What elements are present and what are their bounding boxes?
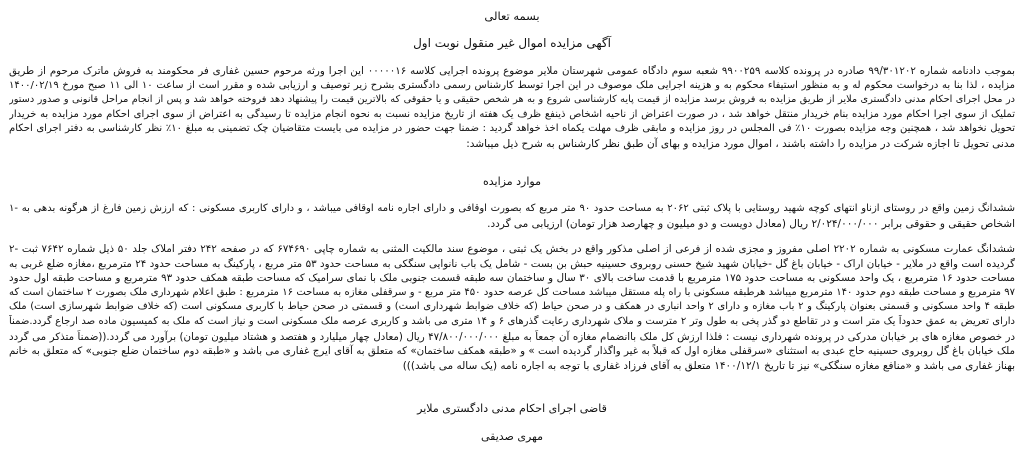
intro-line: بموجب دادنامه شماره ۹۹/۳۰۱۲۰۲ صادره در پرونده کلاسه ۹۹۰۰۲۵۹ شعبه سوم دادگاه عمومی شهرستان ملایر موضوع پرونده اجرایی کلاسه ۰۰۰۰۰۱۶ این اجرا ورثه مرحوم حسین غفاری فر محکومند به فروش ماترک مرحوم از طریق [9,65,1015,77]
auction-item-1 [9,202,1015,231]
auction-item-2 [9,242,1015,373]
intro-paragraph [9,64,1015,152]
items-heading: موارد مزایده [483,175,541,188]
intro-line: تحویل نخواهد شد ، همچنین وجه مزایده بصورت ۱۰٪ فی المجلس در روز مزایده و مابقی ظرف مهلت یکماه اخذ خواهد گردید : ضمنا جهت حضور در مزایده می بایست متقاضیان چک تضمینی به مبلغ ۱۰٪ نظر کارشناسی به دفتر اجرای احکام [9,123,1015,135]
item-2-line: در خصوص مغازه های بر خیابان مدرکی در پرونده شهرداری نیست : فلذا ارزش کل ملک باانضمام مغازه آن جمعاً به مبلغ ۴۷/۸۰۰/۰۰۰/۰۰۰ ریال (معادل چهار میلیارد و هفتصد و هشتاد میلیون تومان) برآورد می گردد.((ضمناً متذکر می گردد [9,330,1015,343]
intro-line: در محل اجرای احکام مدنی دادگستری ملایر از طریق مزایده به فروش برسد مزایده از قیمت پایه کارشناسی شروع و به هر شخص حقیقی و یا حقوقی که بالاترین قیمت را پیشنهاد دهد فروخته خواهد شد و پس از انجام مراحل قانونی و صدور دستور [9,94,1015,106]
signature-name: مهری صدیقی [480,430,544,443]
intro-line: تملیک از سوی اجرا احکام مورد مزایده بنام خریدار منتقل خواهد شد ، در صورت اعتراض از ناحیه اشخاص ذینفع ظرف یک هفته از تاریخ مزایده نسبت به نحوه انجام مزایده تا رسیدگی به اعتراض از سوی اجرای احکام مورد مزایده به خریدار [9,108,1015,120]
item-2-line: مساحت حدود ۱۶ مترمربع ، یک واحد مسکونی به مساحت حدود ۱۷۵ مترمربع با قدمت ساخت بالای ۳۰ سال و ساختمان سه طبقه قسمت جنوبی ملک با نمای سرامیک که مساحت طبقه همکف حدود ۹۳ مترمربع و مساحت طبقه اول حدود [9,272,1015,285]
intro-line: مزایده ، لذا بنا به درخواست محکوم له و به منظور استیفاء محکوم به و هزینه اجرایی ملک موصوف در این اجرا توسط کارشناس رسمی دادگستری بشرح زیر توصیف و ارزیابی شده و مقرر است از ساعت ۱۰ الی ۱۱ صبح مورخ ۱۴۰۰/۰۲/۱۹ [9,79,1015,91]
invocation-heading: بسمه تعالی [484,9,540,23]
item-2-line: دارای تعریض به عمق حدوداً یک متر است و در تقاطع دو گذر پخی به طول وتر ۲ مترست و ملاک شهرداری رعایت گذرهای ۶ و ۱۴ متری می باشد و کاربری عرصه ملک مسکونی است و نیاز است که ملک به کمیسیون ماده صد ارجاع گردد.ضمناً [9,315,1015,327]
intro-line: مدنی تحویل تا اجازه شرکت در مزایده را داشته باشند ، اموال مورد مزایده و بهای آن طبق نظر کارشناس به شرح ذیل میباشد: [466,137,1015,150]
item-2-line: گردیده است واقع در ملایر - خیابان اراک - خیابان باغ گل -خیابان شهید شیخ حسنی روبروی حسینیه حبش بن بست - شامل یک باب نانوایی سنگکی به مساحت حدود ۵۳ متر مربع ، پارکینگ به مساحت حدود ۲۴ مترمربع ،مغازه ضلع غربی به [9,257,1015,270]
notice-title: آگهی مزایده اموال غیر منقول نوبت اول [413,36,611,50]
item-2-line: بهناز غفاری می باشد و «منافع مغازه سنگکی» نیز تا تاریخ ۱۴۰۰/۱۲/۱ متعلق به آقای فرزاد غفاری با توجه به اجاره نامه (یک ساله می باشد))) [402,359,1015,372]
item-1-line: ششدانگ زمین واقع در روستای ازناو انتهای کوچه شهید روستایی با پلاک ثبتی ۲۰۶۲ به مساحت حدود ۹۰ متر مربع که بصورت اوقافی و دارای اجاره نامه اوقافی میباشد ، و دارای کاربری مسکونی : که ارزش زمین فارغ از هرگونه بدهی به -۱ [9,203,1015,214]
item-2-line: ۹۷ مترمربع و مساحت طبقه دوم حدود ۱۴۰ مترمربع میباشد هرطبقه مسکونی با راه پله مستقل میباشد مساحت کل عرصه حدود ۴۵۰ متر مربع - و سرقفلی مغازه به مساحت ۱۶ مترمربع : طبق اعلام شهرداری ملک بصورت ۲ ساختمان است که [9,286,1015,298]
item-2-line: طبقه ۴ واحد مسکونی و قسمتی بعنوان پارکینگ و ۲ باب مغازه و دارای ۲ واحد انباری در همکف و در صحن حیاط (که خلاف ضوابط شهرداری است) و قسمتی در صحن حیاط با کاربری مسکونی است (که خلاف ضوابط شهرسازی است) ملک [9,301,1015,313]
item-2-line: ملک خیابان باغ گل روبروی حسینیه حاج عبدی به استثنای «سرقفلی مغازه اول که قبلاً به غیر واگذار گردیده است » و «طبقه همکف ساختمان» که متعلق به آقای ایرج غفاری می باشد و «طبقه دوم ساختمان ضلع جنوبی» که متعلق به خانم [9,345,1015,358]
signature-role: قاضی اجرای احکام مدنی دادگستری ملایر [417,402,607,415]
item-1-line: اشخاص حقیقی و حقوقی برابر ۲/۰۲۴/۰۰۰/۰۰۰ ریال (معادل دویست و دو میلیون و چهارصد هزار تومان) ارزیابی می گردد. [487,217,1015,230]
item-2-line: ششدانگ عمارت مسکونی به شماره ۲۲۰۲ اصلی مفروز و مجزی شده از فرعی از اصلی مذکور واقع در بخش یک ثبتی ، موضوع سند مالکیت المثنی به شماره چاپی ۶۷۴۶۹۰ که در صفحه ۲۴۲ دفتر املاک جلد ۵۰ ذیل شماره ۷۶۴۲ ثبت -۲ [9,243,1015,255]
